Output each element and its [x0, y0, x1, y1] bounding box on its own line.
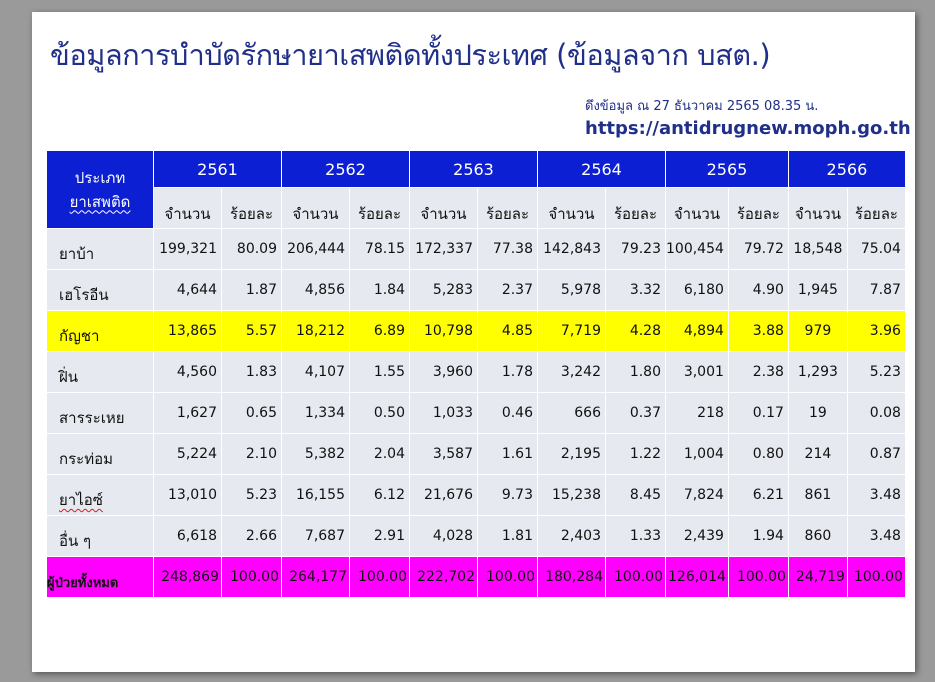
table-row: [47, 475, 906, 516]
count-cell: 172,337: [410, 229, 478, 270]
count-cell: 3,242: [538, 352, 606, 393]
count-cell: 264,177: [282, 557, 350, 598]
percent-cell: 77.38: [478, 229, 538, 270]
year-header: 2565: [666, 151, 789, 188]
count-cell: 4,028: [410, 516, 478, 557]
table-row: [47, 229, 906, 270]
count-header: จำนวน: [666, 188, 729, 229]
type-header-line2: ยาเสพติด: [69, 192, 131, 211]
percent-cell: 4.28: [606, 311, 666, 352]
count-cell: 7,719: [538, 311, 606, 352]
count-cell: 24,719: [788, 557, 847, 598]
year-header: 2566: [788, 151, 905, 188]
percent-cell: 2.04: [350, 434, 410, 475]
drug-type-cell: กัญชา: [47, 311, 154, 352]
percent-cell: 4.85: [478, 311, 538, 352]
percent-cell: 0.65: [222, 393, 282, 434]
count-cell: 100,454: [666, 229, 729, 270]
type-header: [47, 151, 154, 229]
count-cell: 1,334: [282, 393, 350, 434]
percent-cell: 9.73: [478, 475, 538, 516]
count-cell: 248,869: [154, 557, 222, 598]
percent-cell: 0.17: [728, 393, 788, 434]
percent-cell: 0.08: [847, 393, 905, 434]
count-cell: 6,618: [154, 516, 222, 557]
drug-type-cell: สารระเหย: [47, 393, 154, 434]
count-cell: 206,444: [282, 229, 350, 270]
percent-cell: 100.00: [728, 557, 788, 598]
table-row: [47, 311, 906, 352]
count-header: จำนวน: [538, 188, 606, 229]
count-cell: 21,676: [410, 475, 478, 516]
percent-cell: 100.00: [847, 557, 905, 598]
count-cell: 3,001: [666, 352, 729, 393]
count-cell: 5,382: [282, 434, 350, 475]
count-header: จำนวน: [410, 188, 478, 229]
count-header: จำนวน: [154, 188, 222, 229]
drug-type-cell: อื่น ๆ: [47, 516, 154, 557]
drug-type-cell: เฮโรอีน: [47, 270, 154, 311]
percent-cell: 1.81: [478, 516, 538, 557]
treatment-table: [46, 150, 906, 598]
count-cell: 3,960: [410, 352, 478, 393]
count-cell: 2,195: [538, 434, 606, 475]
percent-cell: 1.80: [606, 352, 666, 393]
percent-header: ร้อยละ: [478, 188, 538, 229]
percent-cell: 0.46: [478, 393, 538, 434]
count-cell: 4,107: [282, 352, 350, 393]
percent-cell: 2.66: [222, 516, 282, 557]
percent-cell: 79.23: [606, 229, 666, 270]
percent-cell: 0.37: [606, 393, 666, 434]
percent-cell: 100.00: [222, 557, 282, 598]
percent-header: ร้อยละ: [350, 188, 410, 229]
percent-cell: 4.90: [728, 270, 788, 311]
percent-cell: 2.91: [350, 516, 410, 557]
count-cell: 860: [788, 516, 847, 557]
year-header: 2564: [538, 151, 666, 188]
count-cell: 16,155: [282, 475, 350, 516]
percent-cell: 79.72: [728, 229, 788, 270]
percent-cell: 8.45: [606, 475, 666, 516]
percent-cell: 7.87: [847, 270, 905, 311]
drug-type-cell: ยาไอซ์: [47, 475, 154, 516]
count-cell: 1,033: [410, 393, 478, 434]
percent-cell: 3.96: [847, 311, 905, 352]
percent-cell: 2.38: [728, 352, 788, 393]
count-cell: 7,824: [666, 475, 729, 516]
count-cell: 13,010: [154, 475, 222, 516]
percent-cell: 1.33: [606, 516, 666, 557]
drug-type-cell: ฝิ่น: [47, 352, 154, 393]
count-cell: 126,014: [666, 557, 729, 598]
count-cell: 666: [538, 393, 606, 434]
total-label: ผู้ป่วยทั้งหมด: [47, 557, 154, 598]
count-cell: 1,945: [788, 270, 847, 311]
percent-header: ร้อยละ: [728, 188, 788, 229]
percent-cell: 5.57: [222, 311, 282, 352]
year-header: 2563: [410, 151, 538, 188]
percent-cell: 1.84: [350, 270, 410, 311]
count-cell: 18,212: [282, 311, 350, 352]
retrieved-timestamp: ดึงข้อมูล ณ 27 ธันวาคม 2565 08.35 น.: [585, 99, 819, 114]
percent-header: ร้อยละ: [847, 188, 905, 229]
count-cell: 3,587: [410, 434, 478, 475]
percent-cell: 75.04: [847, 229, 905, 270]
year-header: 2561: [154, 151, 282, 188]
count-cell: 2,403: [538, 516, 606, 557]
count-cell: 199,321: [154, 229, 222, 270]
page-title: ข้อมูลการบำบัดรักษายาเสพติดทั้งประเทศ (ข้อมูลจาก บสต.): [50, 38, 771, 72]
count-cell: 979: [788, 311, 847, 352]
count-cell: 10,798: [410, 311, 478, 352]
year-header: 2562: [282, 151, 410, 188]
percent-cell: 6.89: [350, 311, 410, 352]
percent-cell: 5.23: [222, 475, 282, 516]
table-row: [47, 393, 906, 434]
count-cell: 218: [666, 393, 729, 434]
count-cell: 4,560: [154, 352, 222, 393]
percent-cell: 1.22: [606, 434, 666, 475]
count-cell: 142,843: [538, 229, 606, 270]
percent-cell: 100.00: [478, 557, 538, 598]
count-cell: 6,180: [666, 270, 729, 311]
count-cell: 1,627: [154, 393, 222, 434]
table-row: [47, 270, 906, 311]
table-row: [47, 352, 906, 393]
count-header: จำนวน: [788, 188, 847, 229]
percent-cell: 80.09: [222, 229, 282, 270]
percent-cell: 1.61: [478, 434, 538, 475]
count-cell: 4,644: [154, 270, 222, 311]
percent-cell: 0.50: [350, 393, 410, 434]
count-cell: 15,238: [538, 475, 606, 516]
count-cell: 2,439: [666, 516, 729, 557]
percent-cell: 2.10: [222, 434, 282, 475]
percent-cell: 78.15: [350, 229, 410, 270]
percent-header: ร้อยละ: [222, 188, 282, 229]
percent-cell: 6.12: [350, 475, 410, 516]
percent-cell: 1.94: [728, 516, 788, 557]
percent-cell: 1.83: [222, 352, 282, 393]
count-cell: 13,865: [154, 311, 222, 352]
percent-cell: 100.00: [350, 557, 410, 598]
slide: [32, 12, 915, 672]
percent-cell: 1.55: [350, 352, 410, 393]
percent-cell: 2.37: [478, 270, 538, 311]
count-cell: 18,548: [788, 229, 847, 270]
count-cell: 1,293: [788, 352, 847, 393]
percent-cell: 5.23: [847, 352, 905, 393]
percent-cell: 3.32: [606, 270, 666, 311]
source-url: https://antidrugnew.moph.go.th: [585, 118, 911, 139]
percent-cell: 3.48: [847, 475, 905, 516]
count-header: จำนวน: [282, 188, 350, 229]
count-cell: 5,283: [410, 270, 478, 311]
count-cell: 1,004: [666, 434, 729, 475]
count-cell: 7,687: [282, 516, 350, 557]
count-cell: 861: [788, 475, 847, 516]
percent-cell: 100.00: [606, 557, 666, 598]
table-row: [47, 516, 906, 557]
count-cell: 222,702: [410, 557, 478, 598]
table-row: [47, 434, 906, 475]
percent-cell: 0.80: [728, 434, 788, 475]
percent-cell: 6.21: [728, 475, 788, 516]
drug-type-cell: กระท่อม: [47, 434, 154, 475]
table-body: [47, 229, 906, 598]
count-cell: 4,856: [282, 270, 350, 311]
count-cell: 19: [788, 393, 847, 434]
drug-type-cell: ยาบ้า: [47, 229, 154, 270]
count-cell: 5,978: [538, 270, 606, 311]
total-row: [47, 557, 906, 598]
percent-header: ร้อยละ: [606, 188, 666, 229]
percent-cell: 1.78: [478, 352, 538, 393]
count-cell: 5,224: [154, 434, 222, 475]
count-cell: 180,284: [538, 557, 606, 598]
type-header-line1: ประเภท: [74, 168, 126, 187]
count-cell: 4,894: [666, 311, 729, 352]
percent-cell: 0.87: [847, 434, 905, 475]
percent-cell: 1.87: [222, 270, 282, 311]
percent-cell: 3.48: [847, 516, 905, 557]
percent-cell: 3.88: [728, 311, 788, 352]
count-cell: 214: [788, 434, 847, 475]
